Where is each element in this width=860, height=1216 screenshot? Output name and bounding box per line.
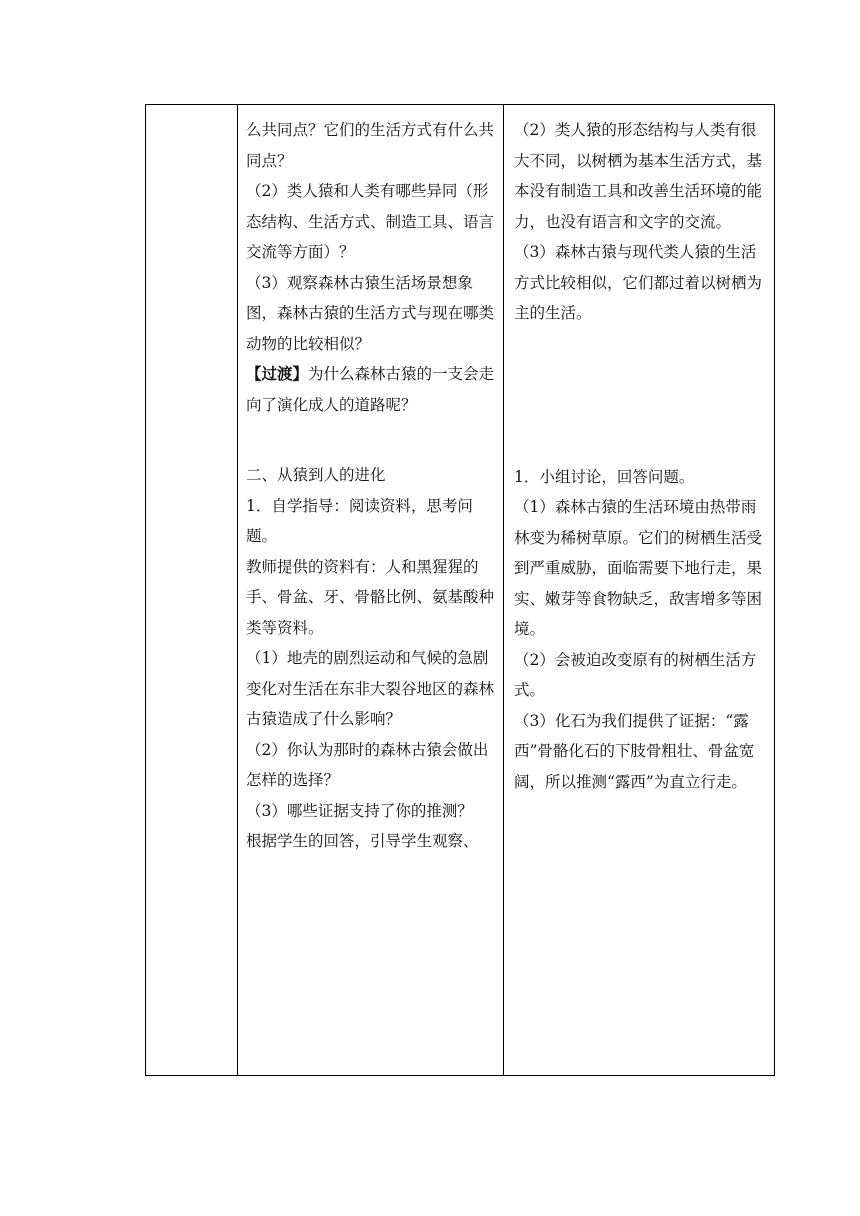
transition-text: 为什么森林古猿的一支会走向了演化成人的道路呢？ (246, 365, 495, 414)
blank-line (246, 420, 498, 451)
section-heading: 二、从猿到人的进化 (246, 466, 386, 484)
paragraph: （3）观察森林古猿生活场景想象图，森林古猿的生活方式与现在哪类动物的比较相似？ (246, 273, 495, 353)
lesson-table (145, 104, 775, 1076)
paragraph: 教师提供的资料有：人和黑猩猩的手、骨盆、牙、骨骼比例、氨基酸种类等资料。 (246, 557, 495, 637)
teacher-activity-cell (238, 105, 503, 1075)
blank-line (514, 391, 769, 422)
stage-column-cell (146, 105, 237, 1075)
paragraph: 1．自学指导：阅读资料，思考问题。 (246, 496, 473, 545)
student-activity-cell (504, 105, 775, 1075)
blank-line (514, 422, 769, 453)
blank-line (246, 451, 498, 460)
paragraph: （3）化石为我们提供了证据：“露西”骨骼化石的下肢骨粗壮、骨盆宽阔，所以推测“露西”为直立行走。 (514, 711, 755, 791)
blank-line (514, 360, 769, 391)
paragraph: 1．小组讨论，回答问题。 (514, 467, 695, 486)
paragraph: （2）类人猿的形态结构与人类有很大不同，以树栖为基本生活方式，基本没有制造工具和改善生活环境的能力，也没有语言和文字的交流。 (514, 121, 763, 231)
paragraph: （3）森林古猿与现代类人猿的生活方式比较相似，它们都过着以树栖为主的生活。 (514, 243, 763, 322)
paragraph: （1）地壳的剧烈运动和气候的急剧变化对生活在东非大裂谷地区的森林古猿造成了什么影响？ (246, 649, 495, 728)
paragraph: （1）森林古猿的生活环境由热带雨林变为稀树草原。它们的树栖生活受到严重威胁，面临需要下地行走，果实、嫩芽等食物缺乏，敌害增多等困境。 (514, 498, 763, 638)
blank-line (514, 453, 769, 462)
paragraph: （2）你认为那时的森林古猿会做出怎样的选择？ (246, 740, 489, 789)
transition-label: 【过渡】 (246, 364, 309, 383)
transition-paragraph (246, 359, 498, 420)
paragraph: （3）哪些证据支持了你的推测？ (246, 801, 473, 820)
paragraph: （2）类人猿和人类有哪些异同（形态结构、生活方式、制造工具、语言交流等方面）？ (246, 182, 495, 261)
paragraph: （2）会被迫改变原有的树栖生活方式。 (514, 650, 757, 699)
paragraph: 根据学生的回答，引导学生观察、 (246, 832, 479, 850)
blank-line (514, 329, 769, 360)
paragraph: 么共同点？它们的生活方式有什么共同点？ (246, 121, 495, 170)
